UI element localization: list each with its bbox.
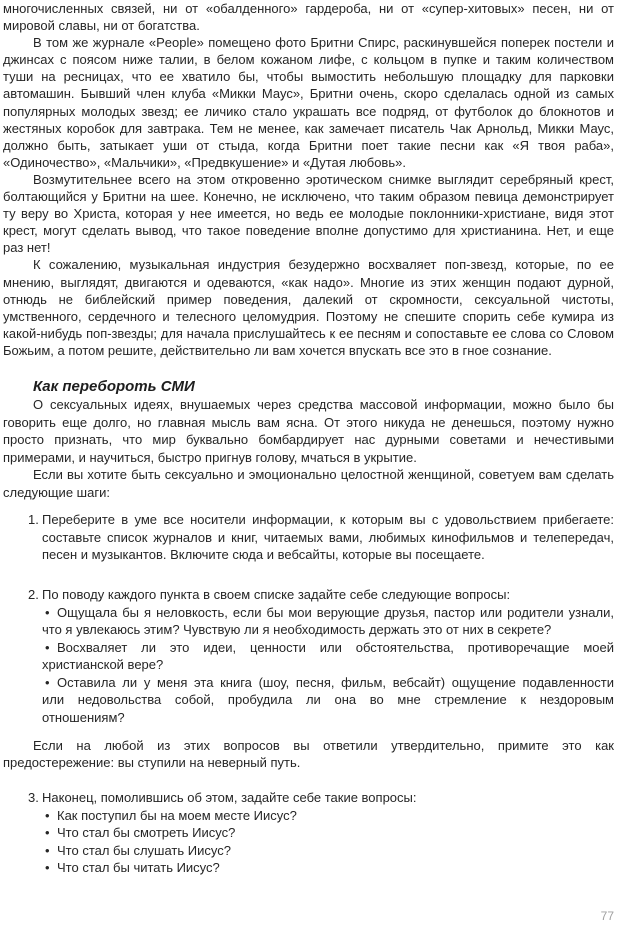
text-line: христианской вере? (42, 657, 164, 672)
list-item-2 (28, 586, 614, 726)
text-line: говорить еще долго, но главная мысль вам ясна. От этого никуда не денешься, поэтому нужно (3, 414, 614, 430)
paragraph (3, 256, 614, 359)
text-line: или недовольства собой, пробудила ли она во мне стремление к нездоровым (42, 692, 614, 707)
body-text-section (3, 0, 614, 359)
paragraph (3, 737, 614, 772)
bullet-line: • Как поступил бы на моем месте Иисус? (45, 807, 297, 823)
body-text-section (3, 396, 614, 502)
text-line: Возмутительнее всего на этом откровенно эротическом снимке выглядит серебряный крест, (33, 171, 614, 187)
text-line: автомашин. Бывший член клуба «Микки Маус», Бритни очень, скоро сделалась одной из самых (3, 86, 614, 102)
text-line: В том же журнале «People» помещено фото Бритни Спирс, раскинувшейся поперек постели и (33, 35, 614, 51)
text-line: К сожалению, музыкальная индустрия безудержно восхваляет поп-звезд, которые, по ее (33, 257, 614, 273)
text-line: предостережение: вы ступили на неверный путь. (3, 755, 301, 771)
paragraph (3, 34, 614, 171)
list-number: 3. (28, 790, 39, 805)
text-line: отнюдь не библейский пример поведения, далекий от скромности, сексуальной чистоты, (3, 291, 614, 307)
bullet-line: • Восхваляет ли это идеи, ценности или обстоятельства, противоречащие моей (45, 639, 614, 655)
bullet-icon: • (45, 842, 50, 858)
list-item-1 (28, 511, 614, 564)
text-line: отношениям? (42, 709, 125, 725)
list-number: 2. (28, 587, 39, 602)
bullet-icon: • (45, 807, 50, 823)
text-line: крест, могут сделать вывод, что такое поведение вполне допустимо для христианина. Нет, и еще (3, 223, 614, 239)
list-number: 1. (28, 512, 39, 527)
text-line: какой-нибудь поп-звезды; для начала прислушайтесь к ее песням и сопоставьте ее слова со Словом (3, 325, 614, 341)
bullet-icon: • (45, 639, 50, 655)
text-line: 2. По поводу каждого пункта в своем списке задайте себе следующие вопросы: (28, 587, 511, 602)
bullet-line: • Ощущала бы я неловкость, если бы мои верующие друзья, пастор или родители узнали, (45, 604, 614, 620)
bullet-line: • Что стал бы читать Иисус? (45, 860, 220, 875)
bullet-line: • Оставила ли у меня эта книга (шоу, песня, фильм, вебсайт) ощущение подавленности (45, 674, 614, 690)
text-line: примерами, и научиться, быстро пригнув голову, мчаться в укрытие. (3, 449, 417, 465)
bullet-line: • Что стал бы смотреть Иисус? (45, 825, 236, 840)
text-line: Если на любой из этих вопросов вы ответили утвердительно, примите это как (33, 738, 614, 753)
list-item-3 (28, 789, 614, 877)
text-line: О сексуальных идеях, внушаемых через средства массовой информации, можно было бы (33, 397, 614, 412)
text-line: песен и музыкантов. Включите сюда и вебсайты, которые вы посещаете. (42, 547, 485, 562)
text-line: жестяных коробок для завтрака. Тем не менее, как замечает писатель Чак Арнольд, Микки Маус, (3, 120, 614, 136)
page-number: 77 (600, 909, 614, 923)
bullet-icon: • (45, 604, 50, 620)
text-line: просто признать, что мир буквально бомбардирует нас дурными советами и нечестивыми (3, 432, 614, 448)
paragraph (3, 171, 614, 256)
text-line: болтающийся у Бритни на шее. Конечно, не исключено, что таким образом певица демонстрирует (3, 189, 614, 205)
text-line: должно быть, затыкает уши от стыда, когда Бритни поет такие песни как «Я твоя раба», (3, 137, 614, 153)
bullet-line: • Что стал бы слушать Иисус? (45, 842, 231, 858)
text-line: Божьим, а потом решите, действительно ли вам хочется впускать все это в гное сознание. (3, 342, 552, 358)
text-line: туши на ресницах, что ее хватило бы, чтобы вымостить небольшую площадку для парковки (3, 69, 614, 85)
text-line: Если вы хотите быть сексуально и эмоционально целостной женщиной, советуем вам сделать (33, 467, 614, 483)
paragraph (3, 396, 614, 466)
paragraph (3, 0, 614, 34)
bullet-icon: • (45, 860, 50, 875)
text-line: мнению, выглядят, двигаются и одеваются, «как надо». Многие из этих женщин подают дурной, (3, 274, 614, 290)
text-line: джинсах с поясом ниже талии, в белом кожаном лифе, с кольцом в пупке и таким количеством (3, 52, 614, 68)
section-heading: Как перебороть СМИ (33, 378, 195, 395)
text-line: составьте список журналов и книг, читаемых вами, любимых кинофильмов и телепередач, (42, 529, 614, 545)
text-line: многочисленных связей, ни от «обалденного» гардероба, ни от «супер-хитовых» песен, ни от (3, 1, 614, 16)
text-line: умственного, сердечного и телесного целомудрия. Поэтому не спешите спорить себе кумира из (3, 308, 614, 324)
text-line: 1. Переберите в уме все носители информации, к которым вы с удовольствием прибегаете: (28, 512, 614, 527)
text-line: «Одиночество», «Мальчики», «Предвкушение» и «Дутая любовь». (3, 154, 406, 170)
text-line: популярных молодых звезд; ее личико стало украшать все подряд, от футболок до блокнотов и (3, 103, 614, 119)
bullet-icon: • (45, 825, 50, 840)
bullet-icon: • (45, 674, 50, 690)
paragraph (3, 466, 614, 501)
text-line: 3. Наконец, помолившись об этом, задайте себе такие вопросы: (28, 790, 417, 805)
text-line: что я увлекаюсь этим? Чувствую ли я необходимость держать это от них в секрете? (42, 622, 552, 637)
text-line: мировой славы, ни от богатства. (3, 18, 200, 34)
text-line: раз нет! (3, 240, 51, 256)
text-line: следующие шаги: (3, 484, 110, 500)
text-line: ту веру во Христа, которая у нее имеется, но ведь ее молодые поклонники-христиане, видя этот (3, 206, 614, 222)
